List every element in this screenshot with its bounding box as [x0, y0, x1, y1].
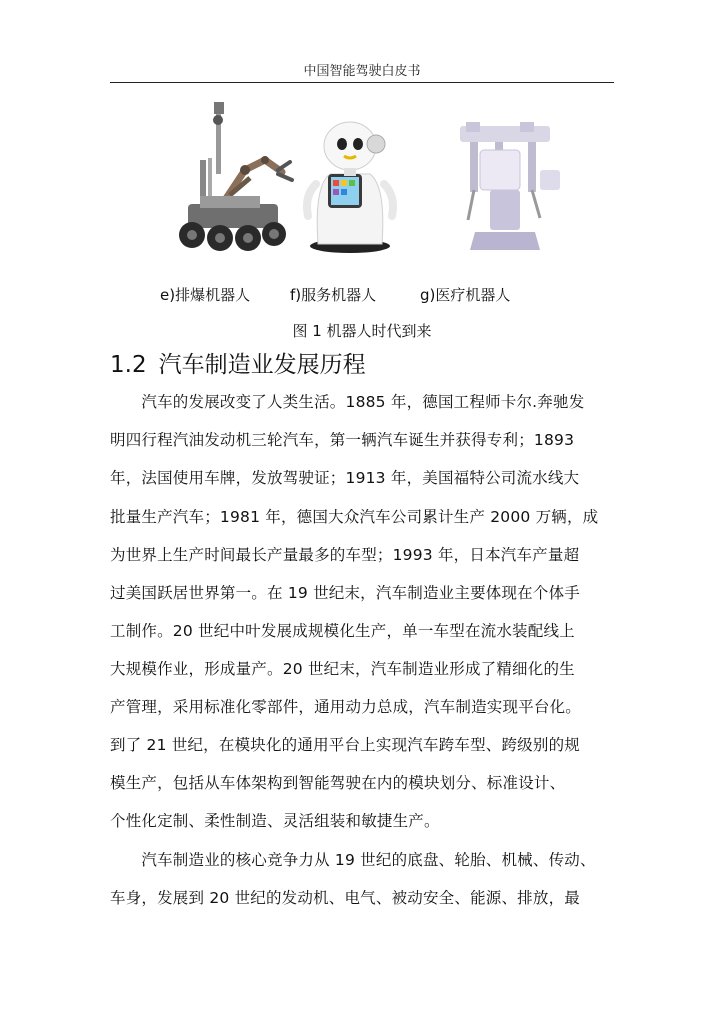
figure-captions [0, 284, 724, 306]
section-heading [110, 346, 366, 379]
section-title-text: 汽车制造业发展历程 [158, 352, 366, 378]
body-line: 为世界上生产时间最长产量最多的车型；1993 年，日本汽车产量超 [110, 546, 580, 564]
bomb-disposal-robot-image [170, 100, 300, 260]
body-line: 大规模作业，形成量产。20 世纪末，汽车制造业形成了精细化的生 [110, 660, 575, 678]
body-line: 批量生产汽车；1981 年，德国大众汽车公司累计生产 2000 万辆，成 [110, 508, 599, 526]
caption-service-robot: f)服务机器人 [290, 286, 377, 304]
body-line: 汽车的发展改变了人类生活。1885 年，德国工程师卡尔.奔驰发 [110, 393, 585, 411]
body-line: 车身，发展到 20 世纪的发动机、电气、被动安全、能源、排放，最 [110, 889, 580, 907]
body-line: 明四行程汽油发动机三轮汽车，第一辆汽车诞生并获得专利；1893 [110, 431, 575, 449]
medical-robot-image [440, 120, 570, 255]
section-number: 1.2 [110, 352, 147, 378]
body-line: 到了 21 世纪，在模块化的通用平台上实现汽车跨车型、跨级别的规 [110, 736, 580, 754]
page-header: 中国智能驾驶白皮书 [303, 64, 421, 79]
robot-figure [0, 100, 724, 260]
figure-title: 图 1 机器人时代到来 [292, 322, 432, 340]
body-line: 过美国跃居世界第一。在 19 世纪末，汽车制造业主要体现在个体手 [110, 584, 580, 602]
body-line: 产管理，采用标准化零部件，通用动力总成，汽车制造实现平台化。 [110, 698, 582, 716]
header-divider [110, 82, 614, 83]
body-line: 个性化定制、柔性制造、灵活组装和敏捷生产。 [110, 812, 440, 830]
service-robot-image [300, 116, 410, 256]
caption-medical-robot: g)医疗机器人 [420, 286, 511, 304]
caption-bomb-disposal-robot: e)排爆机器人 [160, 286, 251, 304]
body-line: 汽车制造业的核心竞争力从 19 世纪的底盘、轮胎、机械、传动、 [110, 851, 596, 869]
body-line: 工制作。20 世纪中叶发展成规模化生产，单一车型在流水装配线上 [110, 622, 575, 640]
body-line: 年，法国使用车牌，发放驾驶证；1913 年，美国福特公司流水线大 [110, 469, 580, 487]
body-line: 模生产，包括从车体架构到智能驾驶在内的模块划分、标准设计、 [110, 774, 566, 792]
